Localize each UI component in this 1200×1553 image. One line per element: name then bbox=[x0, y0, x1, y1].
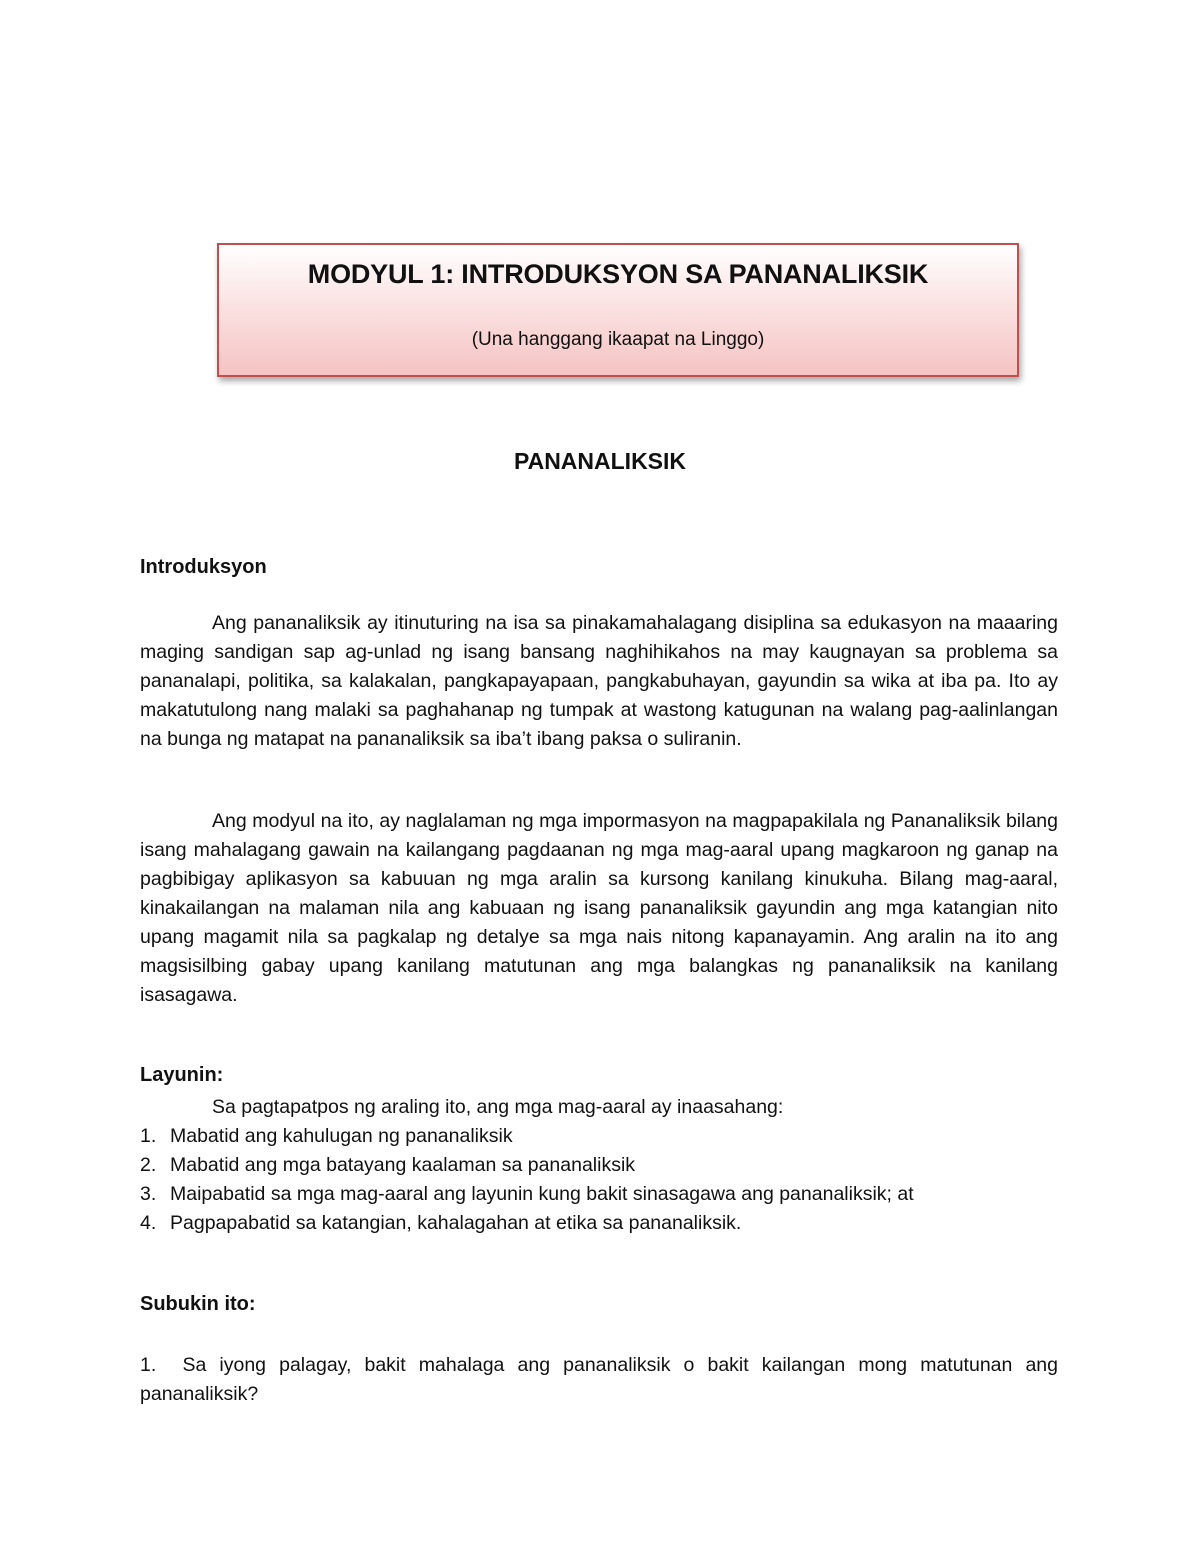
module-title-box bbox=[217, 243, 1019, 377]
list-item: 3. Maipabatid sa mga mag-aaral ang layunin kung bakit sinasagawa ang pananaliksik; at bbox=[140, 1183, 914, 1205]
intro-paragraph-1 bbox=[140, 609, 1058, 754]
module-title: MODYUL 1: INTRODUKSYON SA PANANALIKSIK bbox=[307, 259, 929, 289]
layunin-intro: Sa pagtapatpos ng araling ito, ang mga mag-aaral ay inaasahang: bbox=[212, 1096, 784, 1118]
intro-paragraph-2 bbox=[140, 807, 1058, 1010]
intro-paragraph-2-text: Ang modyul na ito, ay naglalaman ng mga impormasyon na magpapakilala ng Pananaliksik bilang isang mahalagang gawain na kailangang pagdaanan ng mga mag-aaral upang magkaroon ng ganap na pagbibigay aplikasyon sa kabuuan ng mga aralin sa kursong kanilang kinukuha. Bilang mag-aaral, kinakailangan na malaman nila ang kabuaan ng isang pananaliksik gayundin ang mga katangian nito upang magamit nila sa pagkalap ng detalye sa mga nais nitong kapanayamin. Ang aralin na ito ang magsisilbing gabay upang kanilang matutunan ang mga balangkas ng pananaliksik na kanilang isasagawa. bbox=[140, 810, 1058, 1006]
subukin-heading: Subukin ito: bbox=[140, 1293, 256, 1315]
subukin-question bbox=[140, 1351, 1058, 1409]
layunin-list bbox=[140, 1122, 914, 1238]
list-item: 4. Pagpapabatid sa katangian, kahalagahan at etika sa pananaliksik. bbox=[140, 1212, 742, 1234]
list-item: 1. Mabatid ang kahulugan ng pananaliksik bbox=[140, 1125, 513, 1147]
subukin-question-text: Sa iyong palagay, bakit mahalaga ang pananaliksik o bakit kailangan mong matutunan ang pananaliksik? bbox=[140, 1354, 1058, 1405]
layunin-heading: Layunin: bbox=[140, 1064, 224, 1086]
subukin-question-num: 1. bbox=[140, 1354, 157, 1376]
introduksyon-heading: Introduksyon bbox=[140, 556, 267, 578]
intro-paragraph-1-text: Ang pananaliksik ay itinuturing na isa sa pinakamahalagang disiplina sa edukasyon na maaaring maging sandigan sap ag-unlad ng isang bansang naghihikahos na may kaugnayan sa problema sa pananalapi, politika, sa kalakalan, pangkapayapaan, pangkabuhayan, gayundin sa wika at iba pa. Ito ay makatutulong nang malaki sa paghahanap ng tumpak at wastong katugunan na walang pag-aalinlangan na bunga ng matapat na pananaliksik sa iba’t ibang paksa o suliranin. bbox=[140, 612, 1058, 750]
section-title: PANANALIKSIK bbox=[513, 448, 687, 474]
module-subtitle: (Una hanggang ikaapat na Linggo) bbox=[471, 329, 765, 350]
list-item: 2. Mabatid ang mga batayang kaalaman sa pananaliksik bbox=[140, 1154, 636, 1176]
